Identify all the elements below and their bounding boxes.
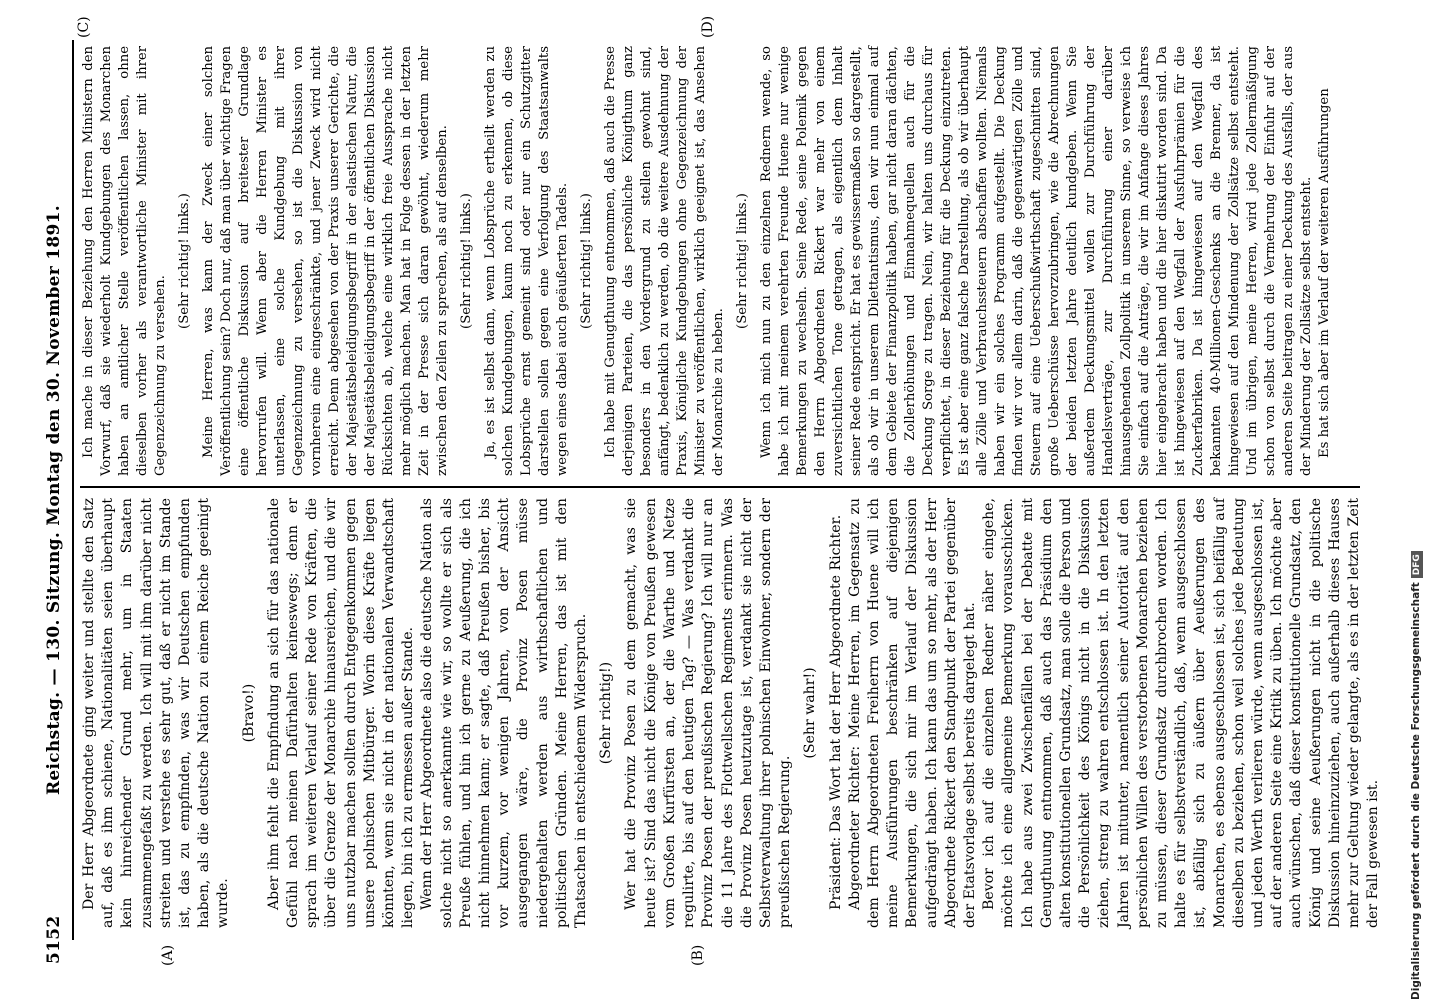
margin-mark-d: (D)	[700, 15, 716, 38]
margin-mark-a: (A)	[160, 944, 176, 966]
margin-mark-b: (B)	[690, 944, 706, 966]
paragraph: Aber ihm fehlt die Empfindung an sich für das nationale Gefühl nach meinen Dafürhalten keineswegs; denn er sprach im weiteren Verlauf seiner Rede von Kräften, die über die Grenze der Monarchie hinausreichen, und die wir uns nutzbar machen sollten durch Entgegenkommen gegen unsere polnischen Mitbürger. Worin diese Kräfte liegen könnten, wenn sie nicht in der nationalen Verwandtschaft liegen, bin ich zu ermessen außer Stande.	[265, 498, 417, 928]
paragraph: Wer hat die Provinz Posen zu dem gemacht, was sie heute ist? Sind das nicht die Könige von Preußen gewesen vom Großen Kurfürsten an, der die Warthe und Netze regulirte, bis auf den heutigen Tag? — Was verdankt die Provinz Posen der preußischen Regierung? Ich will nur an die 11 Jahre des Flottwellschen Regiments erinnern. Was die Provinz Posen heutzutage ist, verdankt sie nicht der Selbstverwaltung ihrer polnischen Einwohner, sondern der preußischen Regierung.	[623, 498, 794, 928]
header-rule	[72, 40, 74, 940]
page-number: 5152	[44, 915, 64, 964]
interjection: (Sehr richtig! links.)	[459, 193, 474, 329]
paragraph: Meine Herren, was kann der Zweck einer solchen Veröffentlichung sein? Doch nur, daß man über wichtige Fragen eine öffentliche Diskussion auf breitester Grundlage hervorrufen will. Wenn aber die Herren Minister es unterlassen, eine solche Kundgebung mit ihrer Gegenzeichnung zu versehen, so ist die Diskussion von vornherein eine eingeschränkte, und jener Zweck wird nicht erreicht. Denn abgesehen von der Praxis unserer Gerichte, die der Majestätsbeleidigungsbegriff in der elastischen Natur, die der Majestätsbeleidigungsbegriff in der öffentlichen Diskussion Rücksichten ab, welche eine wirklich freie Aussprache nicht mehr möglich machen. Man hat in Folge dessen in der letzten Zeit in der Presse sich daran gewöhnt, wiederum mehr zwischen den Zeilen zu sprechen, als auf denselben.	[201, 46, 450, 476]
interjection: (Sehr richtig! links.)	[735, 193, 750, 329]
interjection: (Sehr richtig! links.)	[579, 193, 594, 329]
paragraph: Präsident: Das Wort hat der Herr Abgeordnete Richter.	[827, 514, 844, 910]
interjection: (Sehr richtig!)	[598, 661, 615, 765]
session-title: Reichstag. — 130. Sitzung. Montag den 30. November 1891.	[44, 204, 64, 796]
paragraph: Ich mache in dieser Beziehung den Herren Ministern den Vorwurf, daß sie wiederholt Kundgebungen des Monarchen haben an amtlicher Stelle veröffentlichen lassen, ohne dieselben vorher als verantwortliche Minister mit ihrer Gegenzeichnung zu versehen.	[81, 46, 168, 476]
paragraph: Abgeordneter Richter: Meine Herren, im Gegensatz zu dem Herrn Abgeordneten Freiherrn von Huene will ich meine Ausführungen beschränken auf diejenigen Bemerkungen, die sich mir im Verlauf der Diskussion aufgedrängt haben. Ich kann das um so mehr, als der Herr Abgeordnete Rickert den Standpunkt der Partei gegenüber der Etatsvorlage selbst bereits dargelegt hat.	[846, 498, 978, 928]
margin-mark-c: (C)	[76, 16, 92, 38]
interjection: (Bravo!)	[240, 683, 257, 743]
right-column	[80, 46, 1392, 476]
paragraph: Der Herr Abgeordnete ging weiter und stellte den Satz auf, daß es ihm schiene, Nationalitäten seien überhaupt kein hinreichender Grund mehr, um in Staaten zusammengefaßt zu werden. Ich will mit ihm darüber nicht streiten und verstehe es sehr gut, daß er nicht im Stande ist, das zu empfinden, was wir Deutschen empfunden haben, als die deutsche Nation zu einem Reiche geeinigt wurde.	[81, 498, 232, 928]
footer-credit: Digitalisierung gefördert durch die Deutsche Forschungsgemeinschaft	[1410, 582, 1422, 1000]
paragraph: Bevor ich auf die einzelnen Redner näher eingehe, möchte ich eine allgemeine Bemerkung vorausschicken. Ich habe aus zwei Zwischenfällen bei der Debatte mit Genugthuung entnommen, daß auch das Präsidium den alten konstitutionellen Grundsatz, man solle die Person und die Persönlichkeit des Königs nicht in die Diskussion ziehen, streng zu wahren entschlossen ist. In den letzten Jahren ist mitunter, namentlich seiner Autorität auf den persönlichen Willen des verstorbenen Monarchen beziehen zu müssen, dieser Grundsatz durchbrochen worden. Ich halte es für selbstverständlich, daß, wenn ausgeschlossen ist, abfällig sich zu äußern über Aeußerungen des Monarchen, es ebenso ausgeschlossen ist, sich beifällig auf dieselben zu beziehen, schon weil solches jede Bedeutung und jeden Werth verlieren würde, wenn ausgeschlossen ist, auf der anderen Seite eine Kritik zu üben. Ich möchte aber auch wünschen, daß dieser konstitutionelle Grundsatz, den König und seine Aeußerungen nicht in die politische Diskussion hineinzuziehen, auch außerhalb dieses Hauses mehr zur Geltung wieder gelangte, als es in der letzten Zeit der Fall gewesen ist.	[981, 498, 1382, 928]
interjection: (Sehr wahr!)	[802, 667, 819, 759]
interjection: (Sehr richtig! links.)	[177, 193, 192, 329]
paragraph: Ich habe mit Genugthuung entnommen, daß auch die Presse derjenigen Parteien, die das persönliche Königthum ganz besonders in den Vordergrund zu stellen gewohnt sind, anfängt, bedenklich zu werden, ob die weitere Ausdehnung der Praxis, Königliche Kundgebungen ohne Gegenzeichnung der Minister zu veröffentlichen, wirklich geeignet ist, das Ansehen der Monarchie zu heben.	[603, 46, 726, 476]
paragraph: Es hat sich aber im Verlauf der weiteren Ausführungen	[1317, 88, 1332, 458]
paragraph: Ja, es ist selbst dann, wenn Lobsprüche ertheilt werden zu solchen Kundgebungen, kaum noch zu erkennen, ob diese Lobsprüche ernst gemeint sind oder nur ein Schutzgitter darstellen sollen gegen eine Verfolgung des Staatsanwalts wegen eines dabei auch geäußerten Tadels.	[483, 46, 570, 476]
dfg-badge: DFG	[1411, 551, 1423, 578]
left-column	[80, 498, 1392, 928]
running-header	[44, 0, 74, 1000]
paragraph: Wenn der Herr Abgeordnete also die deutsche Nation als solche nicht so anerkannte wie wir, so wollte er sich als Preuße fühlen, und hin ich gerne zu Aeußerung, die ich nicht hinnehmen kann; er sagte, daß Preußen bisher, bis vor kurzem, vor wenigen Jahren, von der Ansicht ausgegangen wäre, die Provinz Posen müsse niedergehalten werden aus wirthschaftlichen und politischen Gründen. Meine Herren, das ist mit den Thatsachen in entschiedenem Widerspruch.	[419, 498, 590, 928]
paragraph: Wenn ich mich nun zu den einzelnen Rednern wende, so habe ich mit meinem verehrten Freunde Huene nur wenige Bemerkungen zu wechseln. Seine Rede, seine Polemik gegen den Herrn Abgeordneten Rickert war mehr von einem zuversichtlichen Tone getragen, als eigentlich dem Inhalt seiner Rede entspricht. Er hat es gewissermaßen so dargestellt, als ob wir in unserem Dilettantismus, den wir nun einmal auf dem Gebiete der Finanzpolitik haben, gar nicht daran dächten, die Zollerhöhungen und Einnahmequellen auch für die Deckung Sorge zu tragen. Nein, wir halten uns durchaus für verpflichtet, in dieser Beziehung für die Deckung einzutreten. Es ist aber eine ganz falsche Darstellung, als ob wir überhaupt alle Zölle und Verbrauchssteuern abschaffen wollten. Niemals haben wir ein solches Programm aufgestellt. Die Deckung finden wir vor allem darin, daß die gegenwärtigen Zölle und Steuern auf eine Ueberschußwirthschaft zugeschnitten sind, große Ueberschüsse hervorzubringen, wie die Abrechnungen der beiden letzten Jahre deutlich kundgeben. Wenn Sie außerdem Deckungsmittel wollen zur Durchführung der Handelsverträge, zur Durchführung einer darüber hinausgehenden Zollpolitik in unserem Sinne, so verweise ich Sie einfach auf die Anträge, die wir im Anfange dieses Jahres hier eingebracht haben und die hier diskutirt worden sind. Da ist hingewiesen auf den Wegfall der Ausfuhrprämien für die Zuckerfabriken. Da ist hingewiesen auf den Wegfall des bekannten 40-Millionen-Geschenks an die Brenner, da ist hingewiesen auf den Mindenung der Zollsätze selbst entsteht. Und im übrigen, meine Herren, wird jede Zollermäßigung schon von selbst durch die Vermehrung der Einfuhr auf der anderen Seite beitragen zu einer Deckung des Ausfalls, der aus der Minderung der Zollsätze selbst entsteht.	[759, 46, 1314, 476]
column-divider	[80, 486, 1360, 488]
footer-strip	[1406, 300, 1426, 1000]
